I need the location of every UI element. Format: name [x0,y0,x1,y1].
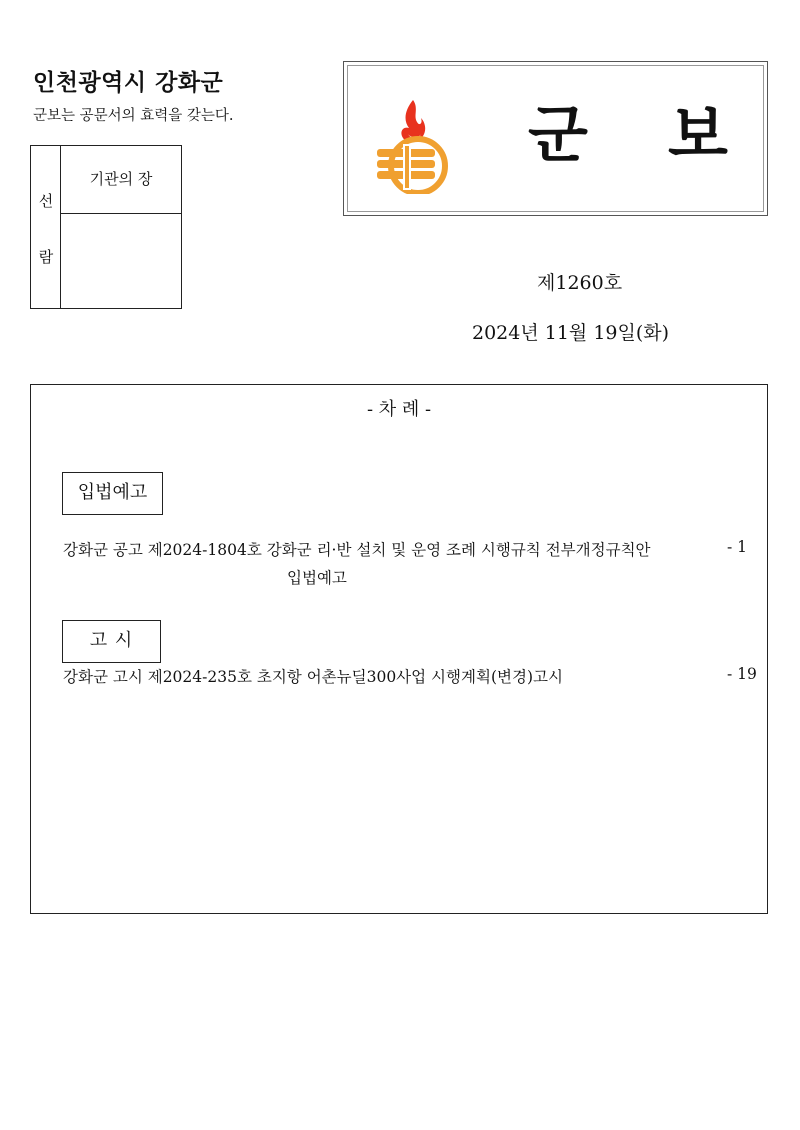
gazette-banner-inner [347,65,764,212]
section-label-legislative-notice: 입법예고 [62,472,163,515]
review-side-column [31,146,61,308]
toc-entry-2-title[interactable]: 강화군 고시 제2024-235호 초지항 어촌뉴딜300사업 시행계획(변경)고시 [63,668,563,686]
toc-entry-1-title[interactable]: 강화군 공고 제2024-1804호 강화군 리·반 설치 및 운영 조례 시행규칙 전부개정규칙안 [63,541,651,559]
issuer-subtitle: 군보는 공문서의 효력을 갖는다. [33,108,234,124]
section-label-notice: 고 시 [62,620,161,663]
toc-entry-2-page: - 19 [727,665,757,683]
review-head-cell: 기관의 장 [61,146,181,214]
issue-date: 2024년 11월 19일(화) [472,322,670,344]
review-side-char-2: 람 [38,248,54,266]
toc-title: - 차 례 - [366,399,432,420]
review-stamp-box [30,145,182,309]
issuer-title: 인천광역시 강화군 [33,70,224,96]
table-of-contents [30,384,768,914]
toc-entry-1-page: - 1 [727,538,748,556]
banner-title-char-2: 보 [668,98,728,171]
issue-number: 제1260호 [537,272,623,294]
review-side-char-1: 선 [38,192,54,210]
banner-title-char-1: 군 [528,98,588,171]
gangwha-emblem-icon [373,94,463,194]
gazette-banner [343,61,768,216]
toc-entry-1-title-continued[interactable]: 입법예고 [287,569,347,587]
